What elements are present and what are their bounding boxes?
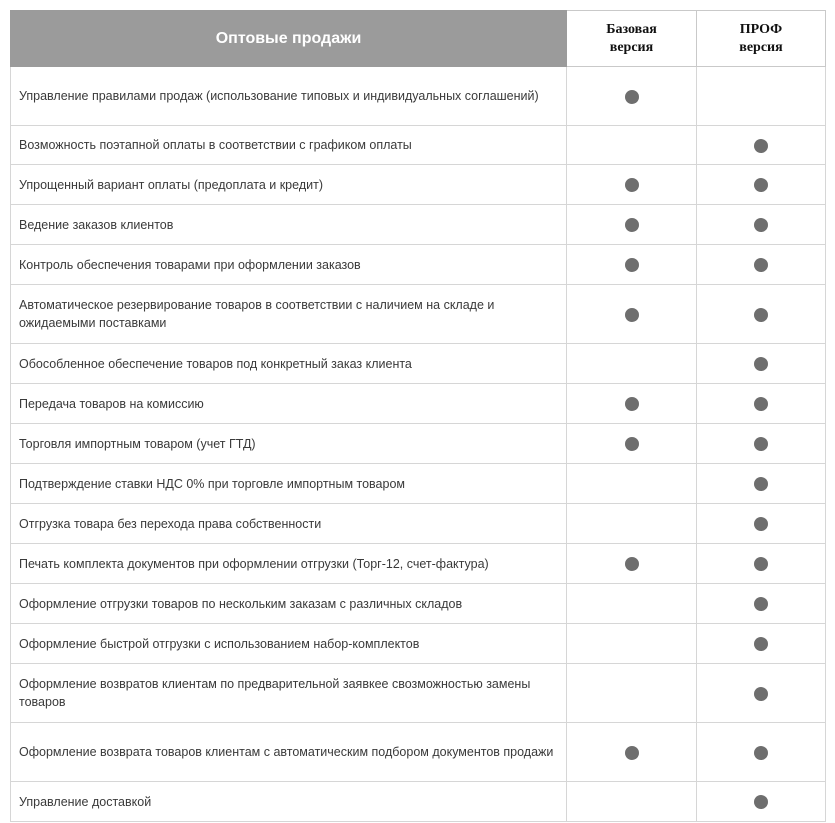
basic-cell bbox=[567, 504, 697, 544]
basic-cell bbox=[567, 424, 697, 464]
prof-cell bbox=[697, 67, 826, 126]
feature-comparison-table bbox=[10, 10, 826, 822]
prof-cell bbox=[697, 205, 826, 245]
basic-cell bbox=[567, 285, 697, 344]
included-dot-icon bbox=[625, 746, 639, 760]
included-dot-icon bbox=[625, 557, 639, 571]
table-row bbox=[11, 584, 826, 624]
included-dot-icon bbox=[625, 178, 639, 192]
included-dot-icon bbox=[754, 557, 768, 571]
included-dot-icon bbox=[754, 477, 768, 491]
table-row bbox=[11, 664, 826, 723]
prof-cell bbox=[697, 664, 826, 723]
basic-cell bbox=[567, 245, 697, 285]
included-dot-icon bbox=[625, 437, 639, 451]
column-header-prof-line1: ПРОФ bbox=[739, 21, 783, 37]
table-row bbox=[11, 624, 826, 664]
feature-name: Контроль обеспечения товарами при оформлении заказов bbox=[11, 245, 567, 285]
basic-cell bbox=[567, 384, 697, 424]
feature-name: Передача товаров на комиссию bbox=[11, 384, 567, 424]
feature-name: Автоматическое резервирование товаров в соответствии с наличием на складе и ожидаемыми поставками bbox=[11, 285, 567, 344]
included-dot-icon bbox=[754, 397, 768, 411]
feature-name: Оформление отгрузки товаров по нескольким заказам с различных складов bbox=[11, 584, 567, 624]
feature-name: Печать комплекта документов при оформлении отгрузки (Торг-12, счет-фактура) bbox=[11, 544, 567, 584]
included-dot-icon bbox=[754, 178, 768, 192]
basic-cell bbox=[567, 344, 697, 384]
table-row bbox=[11, 126, 826, 165]
included-dot-icon bbox=[625, 308, 639, 322]
included-dot-icon bbox=[754, 139, 768, 153]
included-dot-icon bbox=[754, 437, 768, 451]
included-dot-icon bbox=[754, 517, 768, 531]
basic-cell bbox=[567, 165, 697, 205]
feature-name: Возможность поэтапной оплаты в соответствии с графиком оплаты bbox=[11, 126, 567, 165]
column-header-basic bbox=[567, 11, 697, 67]
feature-name: Оформление быстрой отгрузки с использованием набор-комплектов bbox=[11, 624, 567, 664]
included-dot-icon bbox=[754, 795, 768, 809]
table-row bbox=[11, 544, 826, 584]
table-row bbox=[11, 67, 826, 126]
column-header-basic-line1: Базовая bbox=[606, 21, 657, 37]
feature-name: Упрощенный вариант оплаты (предоплата и кредит) bbox=[11, 165, 567, 205]
column-header-basic-line2: версия bbox=[609, 39, 654, 55]
column-header-prof-line2: версия bbox=[739, 39, 783, 55]
table-row bbox=[11, 424, 826, 464]
table-row bbox=[11, 384, 826, 424]
included-dot-icon bbox=[625, 258, 639, 272]
prof-cell bbox=[697, 384, 826, 424]
feature-name: Торговля импортным товаром (учет ГТД) bbox=[11, 424, 567, 464]
included-dot-icon bbox=[754, 746, 768, 760]
basic-cell bbox=[567, 664, 697, 723]
feature-name: Оформление возвратов клиентам по предварительной заявкее свозможностью замены товаров bbox=[11, 664, 567, 723]
basic-cell bbox=[567, 723, 697, 782]
feature-name: Подтверждение ставки НДС 0% при торговле импортным товаром bbox=[11, 464, 567, 504]
prof-cell bbox=[697, 245, 826, 285]
prof-cell bbox=[697, 126, 826, 165]
feature-name: Отгрузка товара без перехода права собственности bbox=[11, 504, 567, 544]
table-row bbox=[11, 165, 826, 205]
included-dot-icon bbox=[625, 397, 639, 411]
basic-cell bbox=[567, 126, 697, 165]
table-row bbox=[11, 285, 826, 344]
feature-name: Оформление возврата товаров клиентам с автоматическим подбором документов продажи bbox=[11, 723, 567, 782]
prof-cell bbox=[697, 504, 826, 544]
prof-cell bbox=[697, 344, 826, 384]
prof-cell bbox=[697, 782, 826, 822]
table-row bbox=[11, 344, 826, 384]
feature-name: Обособленное обеспечение товаров под конкретный заказ клиента bbox=[11, 344, 567, 384]
included-dot-icon bbox=[754, 258, 768, 272]
prof-cell bbox=[697, 464, 826, 504]
prof-cell bbox=[697, 165, 826, 205]
included-dot-icon bbox=[754, 218, 768, 232]
table-row bbox=[11, 504, 826, 544]
basic-cell bbox=[567, 205, 697, 245]
table-header-row bbox=[11, 11, 826, 67]
feature-name: Ведение заказов клиентов bbox=[11, 205, 567, 245]
table-row bbox=[11, 723, 826, 782]
basic-cell bbox=[567, 67, 697, 126]
prof-cell bbox=[697, 584, 826, 624]
included-dot-icon bbox=[754, 308, 768, 322]
basic-cell bbox=[567, 544, 697, 584]
prof-cell bbox=[697, 544, 826, 584]
included-dot-icon bbox=[754, 597, 768, 611]
included-dot-icon bbox=[754, 357, 768, 371]
table-row bbox=[11, 464, 826, 504]
feature-name: Управление правилами продаж (использование типовых и индивидуальных соглашений) bbox=[11, 67, 567, 126]
table-row bbox=[11, 205, 826, 245]
included-dot-icon bbox=[625, 218, 639, 232]
basic-cell bbox=[567, 584, 697, 624]
basic-cell bbox=[567, 464, 697, 504]
table-row bbox=[11, 782, 826, 822]
table-row bbox=[11, 245, 826, 285]
prof-cell bbox=[697, 624, 826, 664]
included-dot-icon bbox=[625, 90, 639, 104]
column-header-prof bbox=[697, 11, 826, 67]
table-title: Оптовые продажи bbox=[11, 11, 567, 67]
included-dot-icon bbox=[754, 637, 768, 651]
basic-cell bbox=[567, 782, 697, 822]
basic-cell bbox=[567, 624, 697, 664]
prof-cell bbox=[697, 285, 826, 344]
feature-name: Управление доставкой bbox=[11, 782, 567, 822]
prof-cell bbox=[697, 424, 826, 464]
included-dot-icon bbox=[754, 687, 768, 701]
prof-cell bbox=[697, 723, 826, 782]
